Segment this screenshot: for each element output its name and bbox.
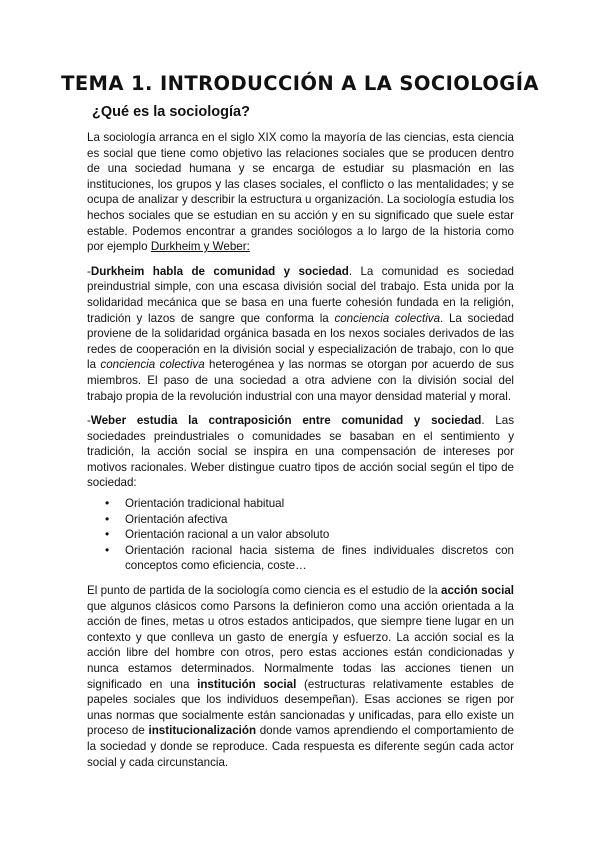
list-item: • Orientación racional hacia sistema de fines individuales discretos con conceptos como eficiencia, coste… xyxy=(125,543,514,574)
paragraph-durkheim xyxy=(87,264,514,404)
list-item: • Orientación tradicional habitual xyxy=(125,496,514,512)
durkheim-text-2: . La sociedad proviene de la solidaridad orgánica basada en los nexos sociales derivados de las redes de cooperación en la división social y especialización de trabajo, con lo que la xyxy=(87,311,514,372)
durkheim-heading: Durkheim habla de comunidad y sociedad xyxy=(90,264,349,278)
weber-text: . Las sociedades preindustriales o comunidades se basaban en el sentimiento y tradición, la acción social se inspira en una compensación de intereses por motivos racionales. Weber distingue cuatro tipos de acción social según el tipo de sociedad: xyxy=(87,414,514,490)
paragraph-intro xyxy=(87,130,514,255)
action-text-4: donde vamos aprendiendo el comportamiento de la sociedad y donde se reproduce. Cada respuesta es diferente según cada actor social y cada circunstancia. xyxy=(87,724,514,769)
list-item: • Orientación racional a un valor absoluto xyxy=(125,527,514,543)
term-institucionalizacion: institucionalización xyxy=(148,724,257,738)
durkheim-text-3: heterogénea y las normas se otorgan por acuerdo de sus miembros. El paso de una sociedad a otra adviene con la división social del trabajo propia de la revolución industrial con una mayor densidad material y moral. xyxy=(87,358,514,403)
page-title: TEMA 1. INTRODUCCIÓN A LA SOCIOLOGÍA xyxy=(61,72,539,95)
paragraph-social-action xyxy=(87,583,514,770)
section-heading: ¿Qué es la sociología? xyxy=(92,104,250,120)
list-item: • Orientación afectiva xyxy=(125,512,514,528)
paragraph-weber xyxy=(87,413,514,491)
weber-heading: Weber estudia la contraposición entre comunidad y sociedad xyxy=(90,414,482,428)
term-accion-social: acción social xyxy=(441,584,514,598)
durkheim-term-2: conciencia colectiva xyxy=(100,358,205,372)
action-text-1: El punto de partida de la sociología como ciencia es el estudio de la xyxy=(87,584,442,598)
term-institucion-social: institución social xyxy=(197,677,297,691)
durkheim-term-1: conciencia colectiva xyxy=(334,311,441,325)
authors-link[interactable]: Durkheim y Weber: xyxy=(150,240,250,254)
intro-text: La sociología arranca en el siglo XIX como la mayoría de las ciencias, esta ciencia es social que tiene como objetivo las relaciones sociales que se producen dentro de una sociedad humana y se encarga de estudiar su plasmación en las instituciones, los grupos y las clases sociales, el conflicto o las mentalidades; y se ocupa de analizar y describir la estructura u organización. La sociología estudia los hechos sociales que se estudian en su acción y en su significado que suele estar estable. Podemos encontrar a grandes sociólogos a lo largo de la historia como por ejemplo xyxy=(87,131,514,254)
durkheim-text-1: . La comunidad es sociedad preindustrial simple, con una escasa división social del trabajo. Esta unida por la solidaridad mecánica que se basa en una fuerte cohesión fundada en la religión, tradición y lazos de sangre que conforma la xyxy=(87,264,515,325)
document-body xyxy=(87,130,514,779)
durkheim-dash: - xyxy=(87,264,91,278)
action-text-3: (estructuras relativamente estables de papeles sociales que los individuos desempeñan). Esas acciones se rigen por unas normas que socialmente están sancionadas y unificadas, para ello existe un proceso de xyxy=(87,677,514,738)
weber-dash: - xyxy=(87,414,91,428)
action-text-2: que algunos clásicos como Parsons la definieron como una acción orientada a la acción de fines, metas u otros estados anticipados, que siempre tiene lugar en un contexto y que conlleva un gasto de energía y esfuerzo. La acción social es la acción libre del hombre con otros, pero estas acciones están condicionadas y nunca estamos determinados. Normalmente todas las acciones tienen un significado en una xyxy=(87,599,514,691)
action-types-list xyxy=(87,496,514,574)
